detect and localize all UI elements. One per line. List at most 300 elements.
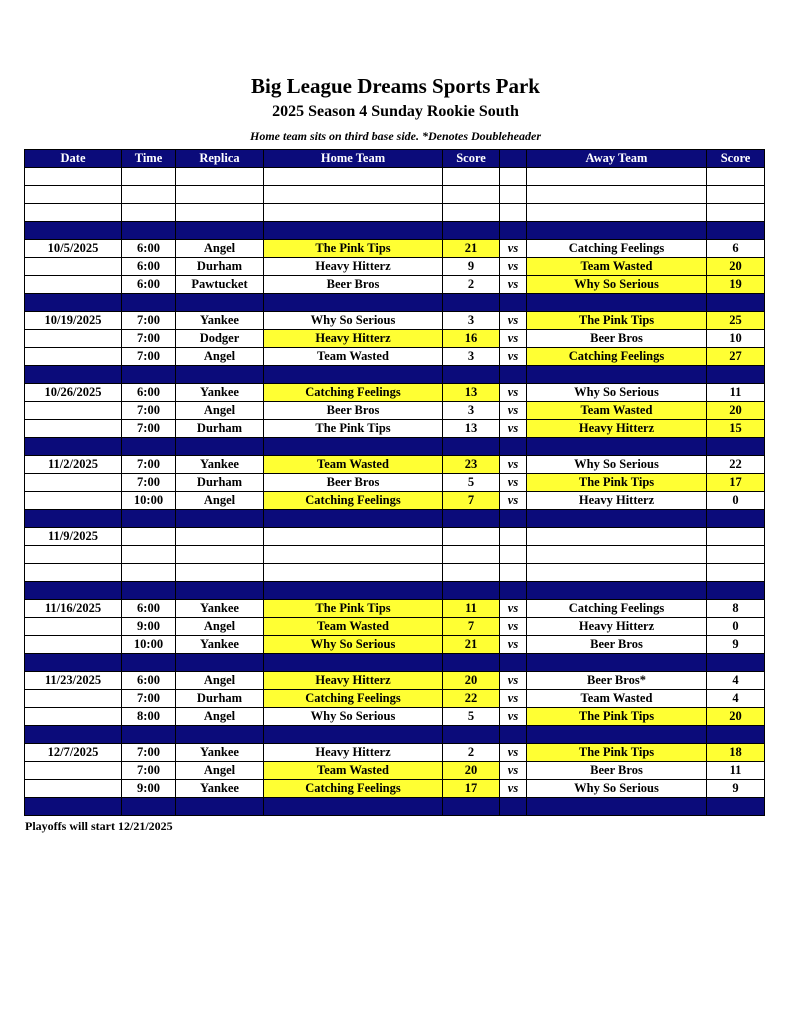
cell-replica: [176, 510, 264, 528]
cell-time: [122, 546, 176, 564]
cell-away-score: 10: [707, 330, 765, 348]
cell-replica: Angel: [176, 672, 264, 690]
cell-away-team: [527, 564, 707, 582]
cell-home-team: Beer Bros: [264, 276, 443, 294]
cell-home-team: Heavy Hitterz: [264, 744, 443, 762]
cell-home-score: [443, 294, 500, 312]
game-row: [25, 618, 765, 636]
cell-vs: vs: [500, 690, 527, 708]
cell-home-score: [443, 168, 500, 186]
cell-away-team: Team Wasted: [527, 402, 707, 420]
cell-time: 6:00: [122, 384, 176, 402]
cell-time: [122, 168, 176, 186]
cell-date: [25, 780, 122, 798]
cell-replica: [176, 438, 264, 456]
cell-time: [122, 294, 176, 312]
cell-date: [25, 366, 122, 384]
cell-away-team: [527, 204, 707, 222]
week-separator-band: [25, 366, 765, 384]
cell-time: 7:00: [122, 330, 176, 348]
cell-replica: Yankee: [176, 744, 264, 762]
cell-home-team: [264, 528, 443, 546]
cell-away-score: [707, 564, 765, 582]
cell-away-team: Catching Feelings: [527, 600, 707, 618]
cell-time: [122, 222, 176, 240]
week-separator-band: [25, 438, 765, 456]
cell-home-team: The Pink Tips: [264, 600, 443, 618]
cell-away-team: Beer Bros*: [527, 672, 707, 690]
cell-home-team: Catching Feelings: [264, 492, 443, 510]
cell-date: [25, 618, 122, 636]
cell-time: 7:00: [122, 420, 176, 438]
cell-date: [25, 492, 122, 510]
cell-time: [122, 528, 176, 546]
game-row: [25, 528, 765, 546]
cell-date: [25, 726, 122, 744]
cell-date: [25, 186, 122, 204]
cell-date: [25, 546, 122, 564]
cell-vs: [500, 366, 527, 384]
cell-replica: [176, 582, 264, 600]
cell-vs: vs: [500, 456, 527, 474]
cell-replica: [176, 186, 264, 204]
cell-home-score: 5: [443, 474, 500, 492]
cell-vs: [500, 546, 527, 564]
cell-away-score: [707, 546, 765, 564]
cell-vs: vs: [500, 780, 527, 798]
cell-away-score: [707, 510, 765, 528]
cell-away-team: [527, 438, 707, 456]
cell-replica: Angel: [176, 348, 264, 366]
cell-away-score: 20: [707, 402, 765, 420]
playoffs-note: Playoffs will start 12/21/2025: [25, 819, 173, 833]
cell-away-score: [707, 294, 765, 312]
cell-vs: vs: [500, 240, 527, 258]
cell-home-team: [264, 798, 443, 816]
cell-date: 11/16/2025: [25, 600, 122, 618]
cell-date: [25, 654, 122, 672]
cell-date: 10/19/2025: [25, 312, 122, 330]
cell-replica: [176, 564, 264, 582]
cell-home-team: [264, 582, 443, 600]
empty-row: [25, 564, 765, 582]
cell-time: 10:00: [122, 492, 176, 510]
cell-date: 12/7/2025: [25, 744, 122, 762]
cell-vs: [500, 186, 527, 204]
cell-away-score: [707, 726, 765, 744]
cell-vs: [500, 438, 527, 456]
cell-away-score: [707, 798, 765, 816]
cell-vs: vs: [500, 312, 527, 330]
cell-time: [122, 582, 176, 600]
cell-vs: vs: [500, 708, 527, 726]
cell-home-score: 21: [443, 636, 500, 654]
cell-home-team: [264, 186, 443, 204]
schedule-body: [25, 168, 765, 816]
empty-row: [25, 168, 765, 186]
cell-replica: Angel: [176, 618, 264, 636]
cell-home-score: 2: [443, 276, 500, 294]
cell-home-score: 2: [443, 744, 500, 762]
cell-replica: [176, 546, 264, 564]
week-separator-band: [25, 222, 765, 240]
cell-home-team: Heavy Hitterz: [264, 258, 443, 276]
cell-away-team: [527, 222, 707, 240]
cell-replica: Durham: [176, 420, 264, 438]
cell-away-team: [527, 294, 707, 312]
cell-home-score: [443, 510, 500, 528]
cell-replica: [176, 654, 264, 672]
cell-time: 7:00: [122, 744, 176, 762]
cell-home-score: 7: [443, 492, 500, 510]
cell-home-team: Why So Serious: [264, 636, 443, 654]
cell-away-team: The Pink Tips: [527, 744, 707, 762]
cell-home-score: 20: [443, 672, 500, 690]
col-home-score-header: Score: [443, 150, 500, 168]
cell-replica: Durham: [176, 258, 264, 276]
empty-row: [25, 546, 765, 564]
game-row: [25, 744, 765, 762]
cell-home-score: 3: [443, 402, 500, 420]
cell-away-score: [707, 168, 765, 186]
cell-vs: vs: [500, 384, 527, 402]
cell-vs: [500, 582, 527, 600]
cell-time: [122, 564, 176, 582]
cell-vs: [500, 168, 527, 186]
cell-away-score: [707, 438, 765, 456]
cell-vs: vs: [500, 636, 527, 654]
cell-replica: Yankee: [176, 780, 264, 798]
page-subtitle: 2025 Season 4 Sunday Rookie South: [272, 103, 519, 120]
cell-home-score: 13: [443, 384, 500, 402]
week-separator-band: [25, 582, 765, 600]
cell-away-team: [527, 582, 707, 600]
cell-home-team: Heavy Hitterz: [264, 330, 443, 348]
empty-row: [25, 204, 765, 222]
cell-home-score: [443, 366, 500, 384]
cell-home-score: [443, 438, 500, 456]
cell-home-score: [443, 654, 500, 672]
cell-replica: Angel: [176, 708, 264, 726]
cell-home-team: [264, 726, 443, 744]
cell-away-score: 17: [707, 474, 765, 492]
col-time-header: Time: [122, 150, 176, 168]
cell-away-team: Why So Serious: [527, 780, 707, 798]
cell-home-team: Catching Feelings: [264, 690, 443, 708]
game-row: [25, 402, 765, 420]
game-row: [25, 600, 765, 618]
cell-home-score: 3: [443, 312, 500, 330]
cell-vs: vs: [500, 402, 527, 420]
game-row: [25, 690, 765, 708]
cell-away-score: 4: [707, 672, 765, 690]
cell-date: [25, 708, 122, 726]
empty-row: [25, 186, 765, 204]
cell-vs: [500, 654, 527, 672]
cell-away-team: Catching Feelings: [527, 240, 707, 258]
game-row: [25, 384, 765, 402]
cell-time: 7:00: [122, 690, 176, 708]
page-title: Big League Dreams Sports Park: [251, 74, 540, 98]
cell-away-team: [527, 726, 707, 744]
cell-away-score: 19: [707, 276, 765, 294]
cell-away-score: [707, 222, 765, 240]
cell-away-team: Why So Serious: [527, 384, 707, 402]
game-row: [25, 762, 765, 780]
cell-away-team: The Pink Tips: [527, 474, 707, 492]
cell-away-score: 11: [707, 384, 765, 402]
game-row: [25, 240, 765, 258]
cell-vs: vs: [500, 492, 527, 510]
cell-home-team: [264, 438, 443, 456]
cell-vs: vs: [500, 600, 527, 618]
col-vs-header: [500, 150, 527, 168]
cell-replica: [176, 204, 264, 222]
cell-home-score: [443, 222, 500, 240]
week-separator-band: [25, 798, 765, 816]
cell-time: [122, 438, 176, 456]
cell-home-score: [443, 564, 500, 582]
cell-away-team: Heavy Hitterz: [527, 492, 707, 510]
week-separator-band: [25, 654, 765, 672]
cell-time: 6:00: [122, 672, 176, 690]
cell-time: 7:00: [122, 762, 176, 780]
cell-time: 10:00: [122, 636, 176, 654]
cell-date: 11/9/2025: [25, 528, 122, 546]
cell-away-score: [707, 528, 765, 546]
cell-replica: [176, 726, 264, 744]
cell-vs: vs: [500, 420, 527, 438]
cell-replica: [176, 366, 264, 384]
cell-home-team: Team Wasted: [264, 348, 443, 366]
cell-vs: [500, 564, 527, 582]
cell-vs: [500, 222, 527, 240]
cell-vs: vs: [500, 762, 527, 780]
cell-date: [25, 798, 122, 816]
cell-home-score: 9: [443, 258, 500, 276]
game-row: [25, 312, 765, 330]
cell-home-team: The Pink Tips: [264, 420, 443, 438]
cell-away-team: Heavy Hitterz: [527, 420, 707, 438]
cell-time: 7:00: [122, 474, 176, 492]
game-row: [25, 492, 765, 510]
cell-vs: vs: [500, 744, 527, 762]
cell-home-team: Team Wasted: [264, 456, 443, 474]
cell-home-score: 22: [443, 690, 500, 708]
game-row: [25, 708, 765, 726]
cell-vs: [500, 294, 527, 312]
schedule-table: [24, 149, 765, 816]
cell-time: [122, 204, 176, 222]
cell-away-score: 6: [707, 240, 765, 258]
cell-home-team: [264, 654, 443, 672]
cell-home-score: 13: [443, 420, 500, 438]
col-date-header: Date: [25, 150, 122, 168]
week-separator-band: [25, 510, 765, 528]
cell-date: 11/23/2025: [25, 672, 122, 690]
cell-time: [122, 186, 176, 204]
cell-date: [25, 474, 122, 492]
cell-replica: Angel: [176, 402, 264, 420]
cell-away-team: [527, 168, 707, 186]
cell-home-score: [443, 528, 500, 546]
cell-home-score: [443, 204, 500, 222]
cell-vs: [500, 528, 527, 546]
cell-home-score: 11: [443, 600, 500, 618]
cell-home-team: Team Wasted: [264, 618, 443, 636]
cell-home-team: Beer Bros: [264, 474, 443, 492]
cell-away-team: [527, 510, 707, 528]
cell-replica: Pawtucket: [176, 276, 264, 294]
game-row: [25, 672, 765, 690]
cell-replica: [176, 528, 264, 546]
cell-away-team: Why So Serious: [527, 276, 707, 294]
cell-time: 6:00: [122, 258, 176, 276]
cell-replica: [176, 798, 264, 816]
cell-vs: vs: [500, 474, 527, 492]
cell-away-team: Beer Bros: [527, 330, 707, 348]
cell-home-score: 20: [443, 762, 500, 780]
cell-away-team: Catching Feelings: [527, 348, 707, 366]
cell-away-score: [707, 654, 765, 672]
cell-away-team: Beer Bros: [527, 636, 707, 654]
cell-vs: [500, 510, 527, 528]
cell-home-team: Why So Serious: [264, 708, 443, 726]
cell-away-team: [527, 366, 707, 384]
cell-date: 10/26/2025: [25, 384, 122, 402]
cell-replica: [176, 294, 264, 312]
cell-home-score: [443, 582, 500, 600]
cell-home-team: Why So Serious: [264, 312, 443, 330]
cell-away-team: The Pink Tips: [527, 312, 707, 330]
cell-time: [122, 510, 176, 528]
cell-date: [25, 276, 122, 294]
cell-date: [25, 582, 122, 600]
cell-away-score: 25: [707, 312, 765, 330]
cell-away-team: [527, 546, 707, 564]
cell-vs: vs: [500, 276, 527, 294]
cell-home-team: [264, 366, 443, 384]
cell-replica: Angel: [176, 762, 264, 780]
cell-home-team: [264, 564, 443, 582]
cell-time: 7:00: [122, 312, 176, 330]
cell-vs: vs: [500, 618, 527, 636]
cell-away-team: Heavy Hitterz: [527, 618, 707, 636]
cell-time: 6:00: [122, 240, 176, 258]
cell-date: [25, 330, 122, 348]
cell-time: [122, 654, 176, 672]
cell-away-team: Why So Serious: [527, 456, 707, 474]
cell-replica: Yankee: [176, 456, 264, 474]
cell-vs: vs: [500, 348, 527, 366]
cell-away-team: Team Wasted: [527, 258, 707, 276]
cell-away-team: The Pink Tips: [527, 708, 707, 726]
cell-replica: [176, 168, 264, 186]
cell-home-team: [264, 222, 443, 240]
game-row: [25, 330, 765, 348]
cell-away-team: [527, 798, 707, 816]
cell-away-team: [527, 528, 707, 546]
cell-vs: [500, 798, 527, 816]
cell-home-team: The Pink Tips: [264, 240, 443, 258]
cell-time: 6:00: [122, 600, 176, 618]
col-replica-header: Replica: [176, 150, 264, 168]
cell-away-score: 20: [707, 258, 765, 276]
cell-date: [25, 168, 122, 186]
cell-home-score: [443, 546, 500, 564]
cell-away-score: [707, 582, 765, 600]
cell-replica: Yankee: [176, 312, 264, 330]
home-team-note: Home team sits on third base side. *Denotes Doubleheader: [250, 129, 541, 143]
game-row: [25, 348, 765, 366]
cell-home-score: [443, 726, 500, 744]
cell-replica: Angel: [176, 492, 264, 510]
cell-home-team: Heavy Hitterz: [264, 672, 443, 690]
cell-home-score: 17: [443, 780, 500, 798]
cell-vs: [500, 726, 527, 744]
cell-time: 7:00: [122, 348, 176, 366]
header-row: [25, 150, 765, 168]
cell-date: [25, 402, 122, 420]
cell-home-score: 3: [443, 348, 500, 366]
cell-home-team: Beer Bros: [264, 402, 443, 420]
cell-home-score: [443, 798, 500, 816]
cell-away-score: [707, 204, 765, 222]
cell-away-score: 0: [707, 492, 765, 510]
cell-date: [25, 258, 122, 276]
cell-date: [25, 762, 122, 780]
cell-time: [122, 726, 176, 744]
cell-home-team: [264, 168, 443, 186]
cell-replica: [176, 222, 264, 240]
cell-away-score: [707, 186, 765, 204]
cell-away-score: 20: [707, 708, 765, 726]
cell-away-score: [707, 366, 765, 384]
cell-away-score: 11: [707, 762, 765, 780]
cell-date: [25, 510, 122, 528]
cell-home-team: [264, 204, 443, 222]
cell-home-score: 21: [443, 240, 500, 258]
cell-home-team: [264, 510, 443, 528]
cell-home-team: Catching Feelings: [264, 780, 443, 798]
cell-away-score: 18: [707, 744, 765, 762]
cell-date: [25, 222, 122, 240]
cell-away-score: 8: [707, 600, 765, 618]
cell-away-score: 22: [707, 456, 765, 474]
cell-home-score: 23: [443, 456, 500, 474]
cell-home-team: Catching Feelings: [264, 384, 443, 402]
cell-away-score: 0: [707, 618, 765, 636]
cell-away-team: [527, 186, 707, 204]
cell-replica: Yankee: [176, 600, 264, 618]
cell-away-team: Team Wasted: [527, 690, 707, 708]
cell-away-team: [527, 654, 707, 672]
cell-time: 6:00: [122, 276, 176, 294]
week-separator-band: [25, 294, 765, 312]
cell-time: 9:00: [122, 780, 176, 798]
col-away-score-header: Score: [707, 150, 765, 168]
cell-home-score: 16: [443, 330, 500, 348]
cell-date: [25, 636, 122, 654]
game-row: [25, 780, 765, 798]
cell-date: [25, 420, 122, 438]
cell-replica: Durham: [176, 474, 264, 492]
cell-date: [25, 438, 122, 456]
cell-date: 10/5/2025: [25, 240, 122, 258]
cell-replica: Durham: [176, 690, 264, 708]
game-row: [25, 258, 765, 276]
cell-away-score: 27: [707, 348, 765, 366]
